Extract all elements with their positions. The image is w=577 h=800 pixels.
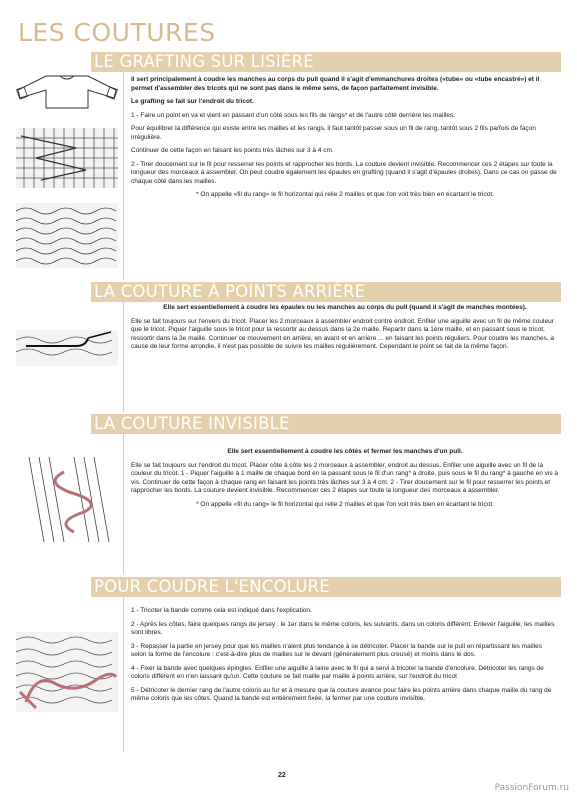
section-divider-line xyxy=(123,434,124,574)
sweater-illustration xyxy=(16,70,118,110)
backstitch-illustration xyxy=(16,330,118,366)
paragraph: Il sert principalement à coudre les manches au corps du pull quand il s'agit d'emmanchures droites («tube» ou «tube encastré») et il permet d'assembler des tricots qui ne sont pas dans le même sens, de façon parfaitement invisible. xyxy=(131,76,540,92)
footnote: * On appelle «fil du rang» le fil horizontal qui relie 2 mailles et que l'on voit très bien en écartant le tricot. xyxy=(196,500,494,508)
paragraph: Le grafting se fait sur l'endroit du tricot. xyxy=(131,98,254,105)
paragraph: 1 - Faire un point en va et vient en passant d'un côté sous les fils de rangs* et de l'autre côté derrière les mailles. xyxy=(131,111,456,119)
section-title-grafting: LE GRAFTING SUR LISIÈRE xyxy=(94,52,314,71)
paragraph: 2 - Après les côtes, faire quelques rangs de jersey : le 1er dans le même coloris, les suivants, dans un coloris différent. Enlever l'aiguille, les mailles sont libres. xyxy=(131,620,555,636)
paragraph: Pour équilibrer la différence qui existe entre les mailles et les rangs, il faut tantôt passer sous un fil de rang, tantôt sous 2 fils parfois de façon irrégulière. xyxy=(131,125,536,141)
section-divider-line xyxy=(123,302,124,412)
section-divider-line xyxy=(123,597,124,752)
section-body-invisible xyxy=(131,448,559,514)
section-body-encolure xyxy=(131,607,559,709)
section-body-points-arriere xyxy=(131,304,559,357)
grafting-result-illustration xyxy=(16,203,118,268)
paragraph: 2 - Tirer doucement sur le fil pour resserrer les points et rapprocher les bords. La couture devient invisible. Recommencer ces 2 étapes sur toute la longueur des morceaux à assembler. On peut coudre également les épaules en grafting (quand il s'agit d'épaules droites). Dans ce cas on passe de chaque côté dans les mailles. xyxy=(131,160,557,185)
paragraph: Elle sert essentiellement à coudre les épaules ou les manches au corps du pull (quand il s'agit de manches montées). xyxy=(163,304,527,311)
paragraph: 5 - Détricoter le dernier rang de l'autre coloris au fur et à mesure que la couture avance pour faire les points arrière dans chaque maille du rang de même coloris que les côtes. Quand la bande est entièrement fixée, la fermer par une couture invisible. xyxy=(131,686,552,702)
neckband-illustration xyxy=(16,632,118,712)
paragraph: 1 - Tricoter la bande comme cela est indiqué dans l'explication. xyxy=(131,607,312,614)
footnote: * On appelle «fil du rang» le fil horizontal qui relie 2 mailles et que l'on voit très bien en écartant le tricot. xyxy=(196,191,494,198)
paragraph: Elle sert essentiellement à coudre les côtés et fermer les manches d'un pull. xyxy=(227,448,463,455)
section-title-points-arriere: LA COUTURE À POINTS ARRIÈRE xyxy=(94,282,366,301)
section-title-invisible: LA COUTURE INVISIBLE xyxy=(94,414,290,433)
page-title: LES COUTURES xyxy=(18,18,216,47)
invisible-seam-illustration xyxy=(24,452,114,547)
grafting-stitch-illustration xyxy=(16,128,118,188)
paragraph: Continuer de cette façon en faisant les points très lâches sur 3 à 4 cm. xyxy=(131,147,334,154)
section-body-grafting xyxy=(131,76,559,205)
watermark: PassionForum.ru xyxy=(494,783,569,793)
paragraph: 3 - Repasser la partie en jersey pour que les mailles n'aient plus tendance à se détricoter. Placer la bande sur le pull en répartissant les mailles selon la forme de l'encolure : c'est-à-dire plus de mailles sur le devant (généralement plus creusé) et moins dans le dos. xyxy=(131,642,542,658)
paragraph: 4 - Fixer la bande avec quelques épingles. Enfiler une aiguille à laine avec le fil qui a servi à tricoter la bande d'encolure. Détricoter les rangs de coloris différent en n'en laissant qu'un. Cette couture se fait maille par maille à points arrière, sur l'endroit du tricot xyxy=(131,664,544,680)
paragraph: Elle se fait toujours sur l'endroit du tricot. Placer côte à côte les 2 morceaux à assembler, endroit au dessus. Enfiler une aiguille avec un fil de la couleur du tricot. 1 - Piquer l'aiguille à 1 maille de chaque bord en la passant sous le fil d'un rang* à droite, puis sous le fil du rang* à gauche en vis à vis. Continuer de cette façon à chaque rang en faisant les points très lâches sur 3 à 4 cm. 2 - Tirer doucement sur le fil pour resserrer les points et rapprocher les bords. La couture devient invisible. Recommencer ces 2 étapes sur toute la longueur des morceaux à assembler. xyxy=(131,461,559,494)
page-number: 22 xyxy=(278,772,286,779)
paragraph: Elle se fait toujours sur l'envers du tricot. Placer les 2 morceaux à assembler endroit contre endroit. Enfiler une aiguille avec un fil de même couleur que le tricot. Piquer l'aiguille sous le tricot pour la ressortir au dessus dans la 2e maille. Repartir dans la 1ère maille, et en passant sous le tricot, ressortir dans la 3e maille. Continuer ce mouvement en arrière, en avant et en arrière ... en faisant les points réguliers. Pour coudre les manches, à cause de leur forme arrondie, il n'est pas possible de suivre les mailles régulièrement. Cependant le point se fait de la même façon. xyxy=(131,317,555,350)
section-divider-line xyxy=(123,72,124,280)
section-title-encolure: POUR COUDRE L'ENCOLURE xyxy=(94,577,330,596)
